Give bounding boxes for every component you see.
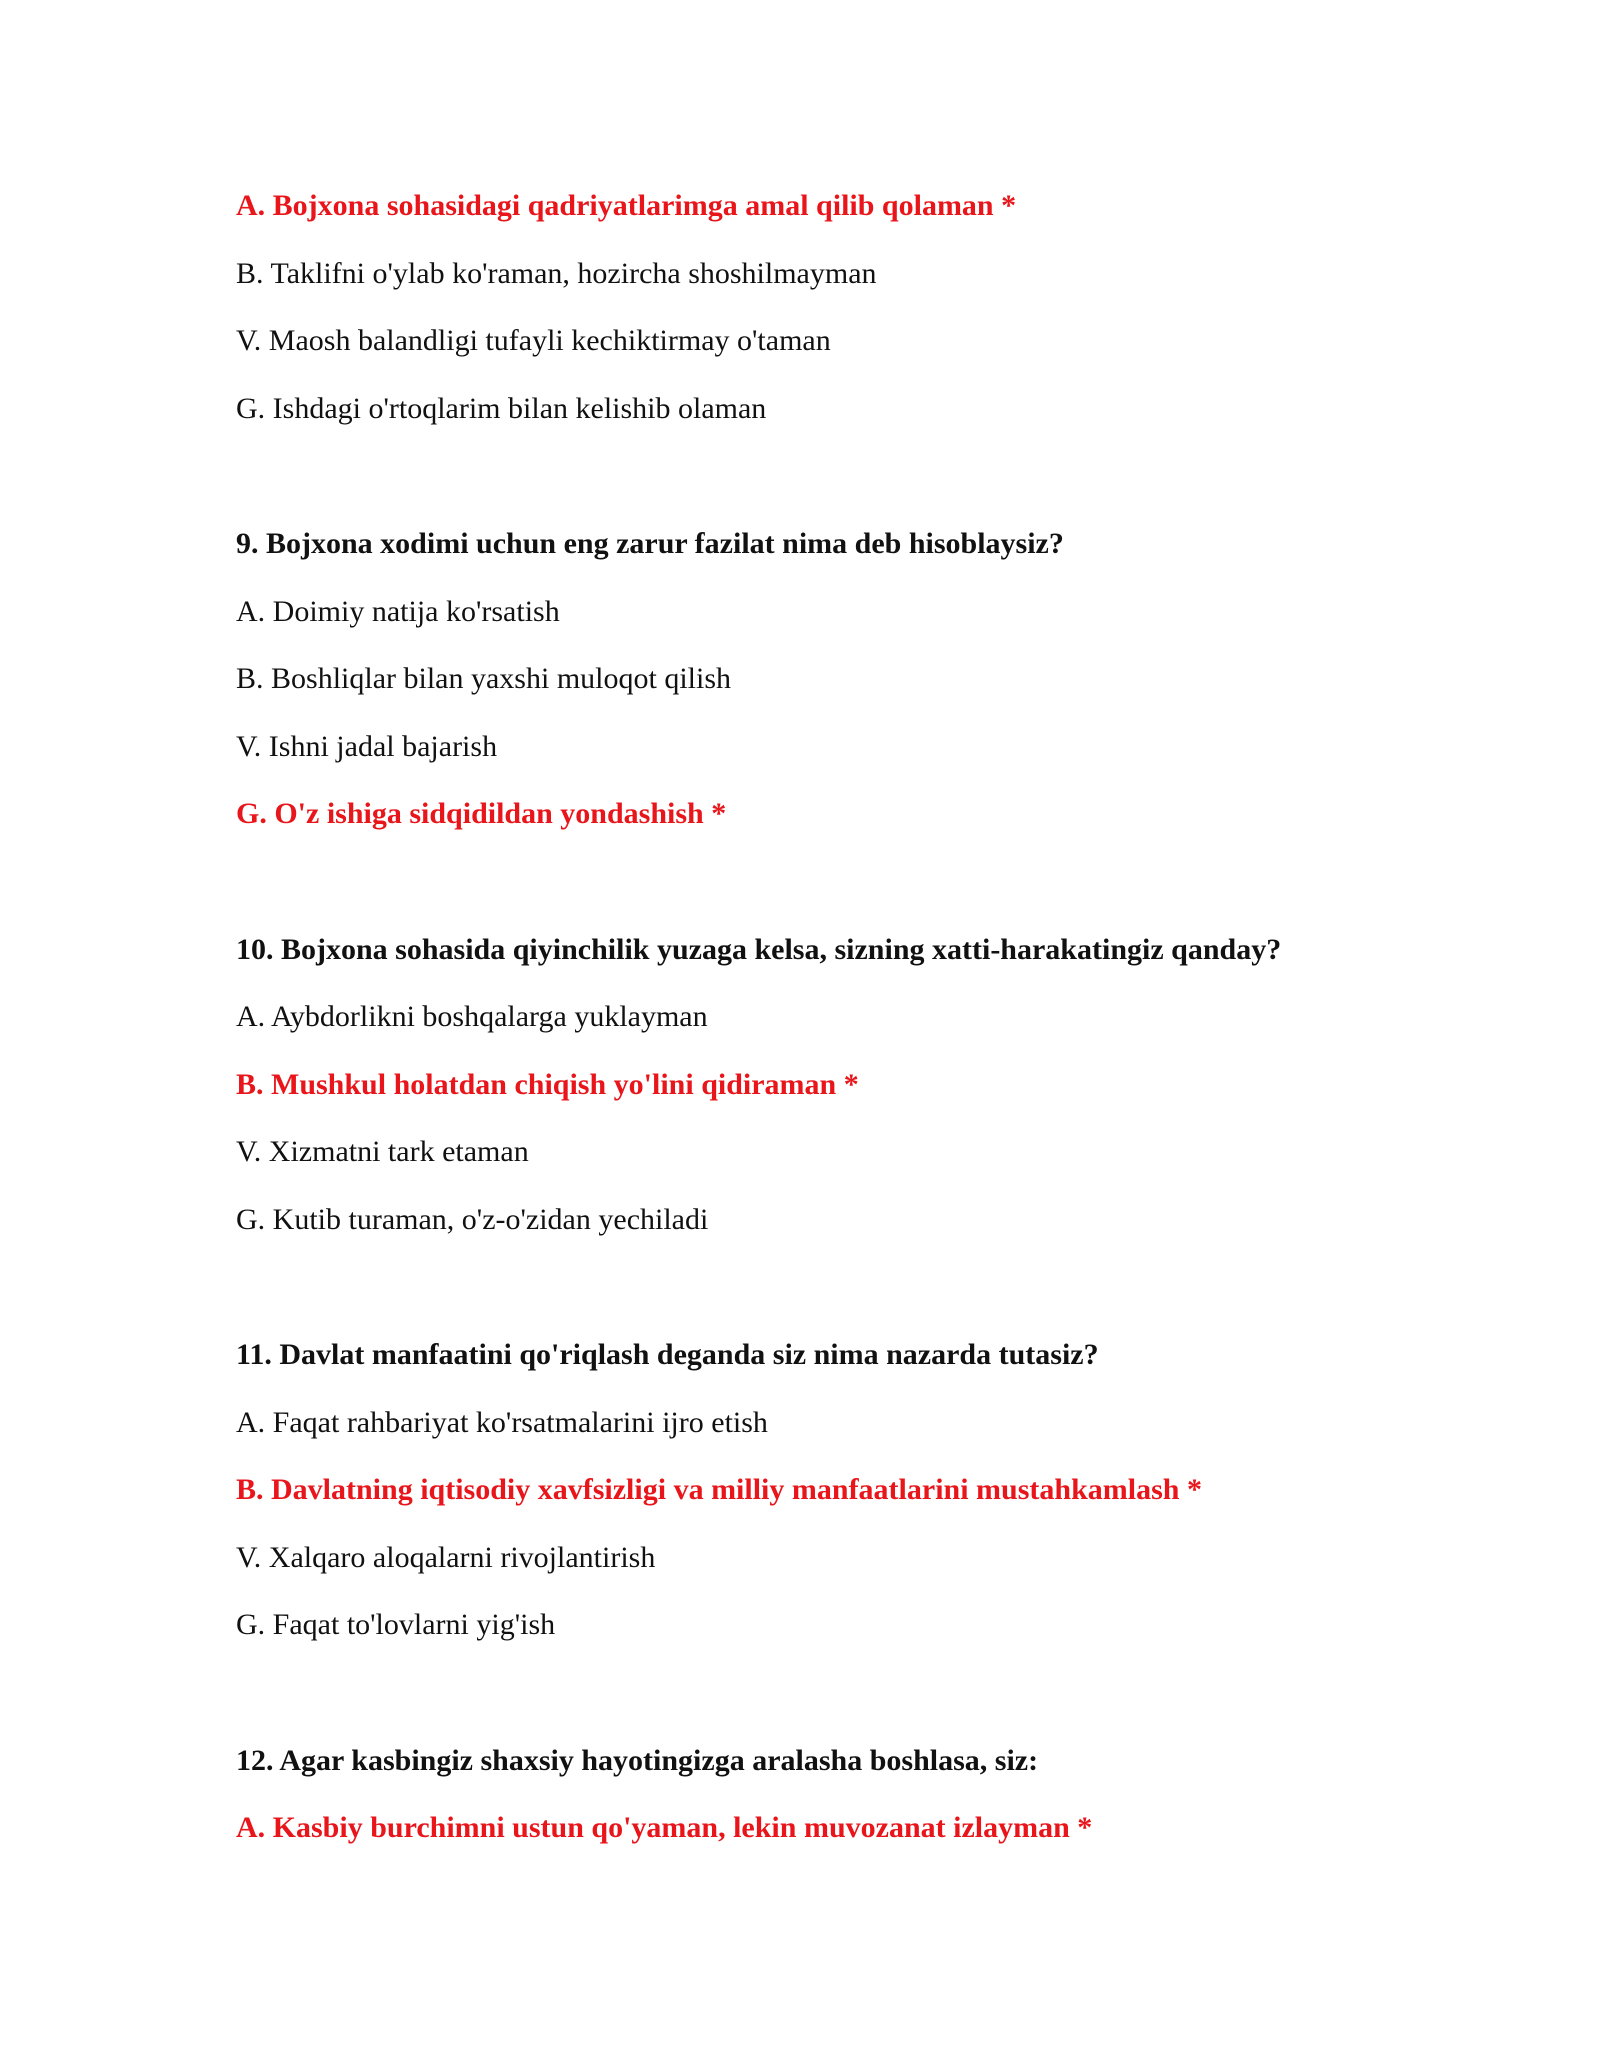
spacer — [236, 456, 1600, 524]
question-block-11 — [236, 1335, 1600, 1645]
spacer — [236, 1268, 1600, 1336]
option-g-correct: G. O'z ishiga sidqidildan yondashish * — [236, 797, 727, 831]
option-v: V. Xalqaro aloqalarni rivojlantirish — [236, 1540, 656, 1574]
option-v: V. Maosh balandligi tufayli kechiktirmay o'taman — [236, 324, 831, 358]
option-a-correct: A. Kasbiy burchimni ustun qo'yaman, lekin muvozanat izlayman * — [236, 1811, 1093, 1845]
option-b-correct: B. Mushkul holatdan chiqish yo'lini qidiraman * — [236, 1067, 859, 1101]
option-a-correct: A. Bojxona sohasidagi qadriyatlarimga amal qilib qolaman * — [236, 189, 1017, 222]
option-a: A. Aybdorlikni boshqalarga yuklayman — [236, 1000, 708, 1034]
question-title: 9. Bojxona xodimi uchun eng zarur fazilat nima deb hisoblaysiz? — [236, 526, 1064, 560]
question-8-continuation — [236, 186, 1600, 429]
question-title: 12. Agar kasbingiz shaxsiy hayotingizga aralasha boshlasa, siz: — [236, 1743, 1039, 1777]
option-a: A. Doimiy natija ko'rsatish — [236, 594, 560, 628]
option-g: G. Kutib turaman, o'z-o'zidan yechiladi — [236, 1202, 709, 1236]
option-a: A. Faqat rahbariyat ko'rsatmalarini ijro etish — [236, 1405, 768, 1439]
option-b: B. Taklifni o'ylab ko'raman, hozircha shoshilmayman — [236, 256, 877, 290]
question-block-9 — [236, 524, 1600, 834]
spacer — [236, 1673, 1600, 1741]
option-v: V. Ishni jadal bajarish — [236, 729, 498, 763]
option-b-correct: B. Davlatning iqtisodiy xavfsizligi va milliy manfaatlarini mustahkamlash * — [236, 1473, 1202, 1507]
question-block-12 — [236, 1741, 1600, 1849]
option-g: G. Faqat to'lovlarni yig'ish — [236, 1608, 556, 1642]
option-b: B. Boshliqlar bilan yaxshi muloqot qilish — [236, 662, 731, 696]
question-title: 11. Davlat manfaatini qo'riqlash deganda siz nima nazarda tutasiz? — [236, 1338, 1099, 1372]
spacer — [236, 862, 1600, 930]
question-block-10 — [236, 930, 1600, 1240]
question-title: 10. Bojxona sohasida qiyinchilik yuzaga kelsa, sizning xatti-harakatingiz qanday? — [236, 932, 1282, 966]
option-g: G. Ishdagi o'rtoqlarim bilan kelishib olaman — [236, 391, 767, 425]
option-v: V. Xizmatni tark etaman — [236, 1135, 529, 1169]
